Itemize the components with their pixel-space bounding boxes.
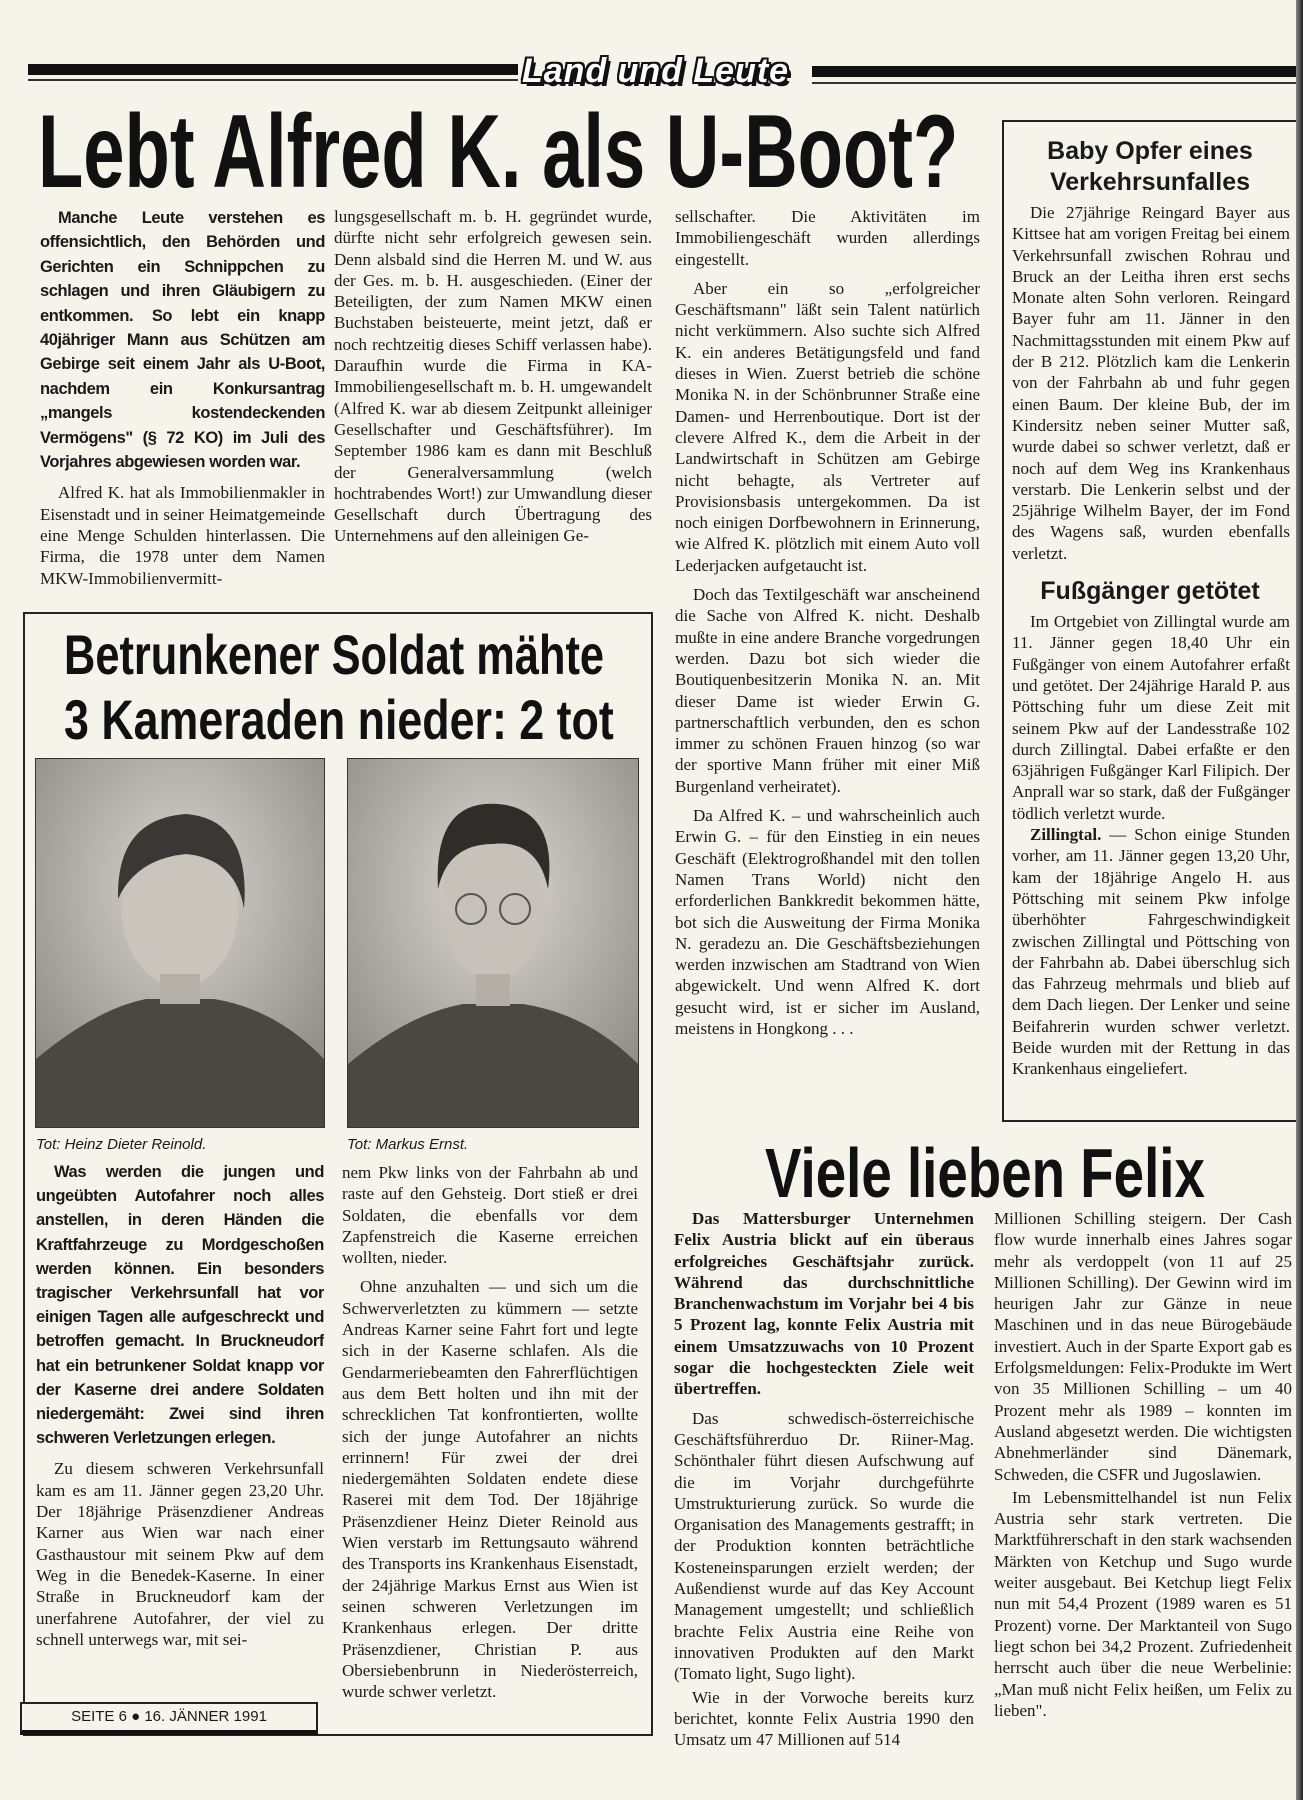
main-intro: Manche Leute verstehen es offensichtlich, den Behörden und Gerichten ein Schnippchen zu schlagen und ihren Gläubigern zu entkommen. So lebt ein knapp 40jähriger Mann aus Schützen am Gebirge seit einem Jahr als U-Boot, nachdem ein Konkursantrag „mangels kostendeckenden Vermögens" (§ 72 KO) im Juli des Vorjahres abgewiesen worden war. [40, 209, 325, 472]
sidebar-paragraph-text: — Schon einige Stunden vorher, am 11. Jänner gegen 13,20 Uhr, kam der 18jährige Angelo H. aus Pöttsching mit seinem Pkw infolge überhöhter Fahrgeschwindigkeit zwischen Zillingtal und Pöttsching von der Fahrbahn ab. Dabei überschlug sich das Fahrzeug mehrmals und blieb auf dem Dach liegen. Der Lenker und seine Beifahrerin wurden schwer verletzt. Beide wurden mit der Rettung in das Krankenhaus eingeliefert. [1012, 825, 1290, 1079]
felix-col1-paragraph: Wie in der Vorwoche bereits kurz berichtet, konnte Felix Austria 1990 den Umsatz um 47 Millionen auf 514 [674, 1687, 974, 1750]
felix-col2 [994, 1208, 1292, 1756]
main-col2 [334, 206, 652, 598]
sidebar-headline: Baby Opfer eines Verkehrsunfalles [1047, 137, 1253, 196]
portrait-image [348, 759, 638, 1127]
soldier-col1 [36, 1160, 324, 1696]
photo-caption-2: Tot: Markus Ernst. [347, 1136, 469, 1153]
sidebar-box [1002, 120, 1298, 1122]
soldier-intro: Was werden die jungen und ungeübten Autofahrer noch alles anstellen, in deren Händen die Kraftfahrzeuge zu Mordgeschoßen werden können. Ein besonders tragischer Verkehrsunfall hat vor einigen Tagen alle aufgeschreckt und betroffen gemacht. In Bruckneudorf hat ein betrunkener Soldat knapp vor der Kaserne drei andere Soldaten niedergemäht: Zwei sind ihren schweren Verletzungen erlegen. [36, 1163, 324, 1448]
sidebar-body [1012, 202, 1290, 564]
sidebar-body-2 [1012, 611, 1290, 1080]
soldier-headline-line1: Betrunkener Soldat mähte [64, 623, 605, 686]
felix-intro: Das Mattersburger Unternehmen Felix Austria blickt auf ein überaus erfolgreiches Geschäftsjahr zurück. Während das durchschnittliche Branchenwachstum im Vorjahr bei 4 bis 5 Prozent lag, konnte Felix Austria mit einem Umsatzzuwachs von 10 Prozent sogar die hochgesteckten Ziele weit übertreffen. [674, 1209, 974, 1399]
main-col1-paragraph: Alfred K. hat als Immobilienmakler in Eisenstadt und in seiner Heimatgemeinde eine Menge Schulden hinterlassen. Die Firma, die 1978 unter dem Namen MKW-Immobilienvermitt- [40, 483, 325, 588]
portrait-image [36, 759, 324, 1127]
page-edge [1296, 0, 1303, 1800]
soldier-col1-paragraph: Zu diesem schweren Verkehrsunfall kam es am 11. Jänner gegen 23,20 Uhr. Der 18jährige Präsenzdiener Andreas Karner aus Wien war nach einer Gasthaustour mit seinem Pkw auf dem Weg in die Benedek-Kaserne. In einer Straße in Bruckneudorf kam der unerfahrene Autofahrer, der viel zu schnell unterwegs war, mit sei- [36, 1459, 324, 1649]
main-col3-paragraph: Doch das Textilgeschäft war anscheinend die Sache von Alfred K. nicht. Deshalb mußte in eine andere Branche vorgedrungen werden. Dazu bot sich wieder die Boutiquenbesitzerin Monika N. an. Mit dieser Dame ist wieder Erwin G. partnerschaftlich verbunden, den es schon immer zu schönen Frauen hinzog (so war der sportive Mann früher mit einer Miß Burgenland verheiratet). [675, 585, 980, 796]
sidebar-paragraph: Im Ortgebiet von Zillingtal wurde am 11. Jänner gegen 18,40 Uhr ein Fußgänger von einem Autofahrer erfaßt und getötet. Der 24jährige Harald P. aus Pöttsching fuhr um diese Zeit mit seinem Pkw auf der Landesstraße 102 durch Zillingtal. Dabei erfaßte er den 63jährigen Fußgänger Karl Filipich. Der Anprall war so stark, daß der Fußgänger tödlich verletzt wurde. [1012, 612, 1290, 823]
section-title: Land und Leute [522, 52, 790, 90]
main-col3-paragraph: sellschafter. Die Aktivitäten im Immobiliengeschäft wurden allerdings eingestellt. [675, 207, 980, 269]
header-rule-right [812, 66, 1297, 77]
felix-col2-paragraph: Im Lebensmittelhandel ist nun Felix Austria sehr stark vertreten. Die Marktführerschaft in den stark wachsenden Märkten von Ketchup und Sugo wurde weiter ausgebaut. Bei Ketchup liegt Felix nun mit 54,4 Prozent (1989 waren es 51 Prozent) vorne. Der Marktanteil von Sugo liegt schon bei 34,2 Prozent. Zufriedenheit herrscht auch über die neue Werbelinie: „Man muß nicht Felix heißen, um Felix zu lieben". [994, 1487, 1292, 1720]
issue-date: 16. JÄNNER 1991 [144, 1708, 267, 1725]
soldier-col2-paragraph: Ohne anzuhalten — und sich um die Schwerverletzten zu kümmern — setzte Andreas Karner seine Fahrt fort und legte sich in der Kaserne schlafen. Als die Gendarmeriebeamten den Fahrerflüchtigen aus dem Bett holten und ihn mit der schrecklichen Tat konfrontierten, wollte sich der junge Autofahrer an nichts errinnern! Für zwei der drei niedergemähten Soldaten endete diese Raserei mit dem Tod. Der 18jährige Präsenzdiener Heinz Dieter Reinold aus Wien verstarb im Rettungsauto während des Transports ins Krankenhaus Eisenstadt, der 24jährige Markus Ernst aus Wien ist seinen schweren Verletzungen im Krankenhaus erlegen. Der dritte Präsenzdiener, Christian P. aus Obersiebenbrunn in Niederösterreich, wurde schwer verletzt. [342, 1277, 638, 1702]
page-number: SEITE 6 [71, 1708, 127, 1725]
felix-col1-paragraph: Das schwedisch-österreichische Geschäftsführerduo Dr. Riiner-Mag. Schönthaler führt diesen Aufschwung auf die im Vorjahr durchgeführte Umstrukturierung zurück. So wurde die Organisation des Managements gestrafft; in der Produktion konnten beträchtliche Kosteneinsparungen erzielt werden; der Außendienst wurde auf das Key Account Management umgestellt; und schließlich brachte Felix Austria eine Reihe von innovativen Produkten auf den Markt (Tomato light, Sugo light). [674, 1408, 974, 1684]
felix-col2-paragraph: Millionen Schilling steigern. Der Cash flow wurde innerhalb eines Jahres sogar mehr als verdoppelt (von 11 auf 25 Millionen Schilling). Der Gewinn wird im heurigen Jahr zur Gänze in neue Maschinen und in das neue Bürogebäude investiert. Auch in der Sparte Export gab es Erfolgsmeldungen: Felix-Produkte im Wert von 35 Millionen Schilling – um 40 Prozent mehr als 1989 – konnten im Ausland abgesetzt werden. Die wichtigsten Abnehmerländer sind Dänemark, Schweden, die CSFR und Jugoslawien. [994, 1209, 1292, 1484]
main-headline: Lebt Alfred K. als U-Boot? [38, 94, 959, 210]
main-col3-paragraph: Aber ein so „erfolgreicher Geschäftsmann" läßt sein Talent natürlich nicht verkümmern. Also suchte sich Alfred K. ein anderes Betätigungsfeld und fand dieses in Wien. Zuerst betrieb die schöne Monika N. in der Schönbrunner Straße eine Damen- und Herrenboutique. Dort ist der clevere Alfred K., dem die Arbeit in der Landwirtschaft in Schützen am Gebirge nicht behagte, als Vertreter auf Provisionsbasis untergekommen. Da ist noch einigen Dorfbewohnern in Erinnerung, wie Alfred K. plötzlich mit einem Auto voll Lederjacken aufgetaucht ist. [675, 278, 980, 575]
soldier-col2 [342, 1162, 638, 1727]
header-rule-left-thin [28, 79, 518, 81]
photo-caption-1: Tot: Heinz Dieter Reinold. [36, 1136, 207, 1153]
photo-markus-ernst [347, 758, 639, 1128]
main-col1 [40, 206, 325, 598]
header-rule-right-thin [812, 82, 1297, 84]
felix-col1 [674, 1208, 974, 1756]
main-col2-paragraph: lungsgesellschaft m. b. H. gegründet wurde, dürfte nicht sehr erfolgreich gewesen sein. Denn alsbald sind die Herren M. und W. aus der Ges. m. b. H. ausgeschieden. (Einer der Beteiligten, der zum Namen MKW einen Buchstaben beisteuerte, meint jetzt, daß er noch rechtzeitig dieses Schiff verlassen habe). Daraufhin wurde die Firma in KA-Immobiliengesellschaft m. b. H. umgewandelt (Alfred K. war ab diesem Zeitpunkt alleiniger Gesellschafter und Geschäftsführer). Im September 1986 kam es dann mit Beschluß der Generalversammlung (welch hochtrabendes Wort!) zur Umwandlung dieser Gesellschaft durch Übertragung des Unternehmens auf den alleinigen Ge- [334, 207, 652, 546]
sidebar-paragraph [1012, 824, 1290, 1080]
main-col3 [675, 206, 980, 1112]
photo-heinz-dieter-reinold [35, 758, 325, 1128]
sidebar-paragraph: Die 27jährige Reingard Bayer aus Kittsee hat am vorigen Freitag bei einem Verkehrsunfall zwischen Rohrau und Bruck an der Leitha ihren erst sechs Monate alten Sohn verloren. Reingard Bayer fuhr am 11. Jänner in den Nachmittagsstunden mit einem Pkw auf der B 212. Plötzlich kam die Lenkerin von der Fahrbahn ab und fuhr gegen einen Baum. Der kleine Bub, der im Kindersitz neben seiner Mutter saß, wurde dabei so schwer verletzt, daß er noch auf dem Weg ins Krankenhaus verstarb. Die Lenkerin selbst und der 25jährige Wilhelm Bayer, der im Fond des Wagens saß, wurden ebenfalls verletzt. [1012, 203, 1290, 563]
page-footer [20, 1702, 318, 1735]
soldier-headline-line2: 3 Kameraden nieder: 2 tot [64, 688, 614, 751]
main-col3-paragraph: Da Alfred K. – und wahrscheinlich auch Erwin G. – für den Einstieg in ein neues Geschäft (Elektrogroßhandel mit den tollen Namen Trans World) nicht den erforderlichen Bankkredit bekommen hätte, bot sich die Ausweitung der Firma Monika N. geradezu an. Die Geschäftsbeziehungen werden inzwischen am Stadtrand von Wien abgewickelt. Und wenn Alfred K. dort gesucht wird, ist er sicher im Ausland, meistens in Hongkong . . . [675, 806, 980, 1038]
sidebar-dateline: Zillingtal. [1030, 825, 1102, 845]
header-rule-left [28, 64, 518, 75]
bullet-icon: ● [131, 1708, 141, 1725]
felix-headline: Viele lieben Felix [765, 1134, 1205, 1212]
soldier-col2-paragraph: nem Pkw links von der Fahrbahn ab und raste auf den Gehsteig. Dort stieß er drei Soldaten, die ebenfalls vor dem Zapfenstreich die Kaserne erreichen wollten, nieder. [342, 1163, 638, 1268]
sidebar-headline-2: Fußgänger getötet [1040, 577, 1260, 606]
